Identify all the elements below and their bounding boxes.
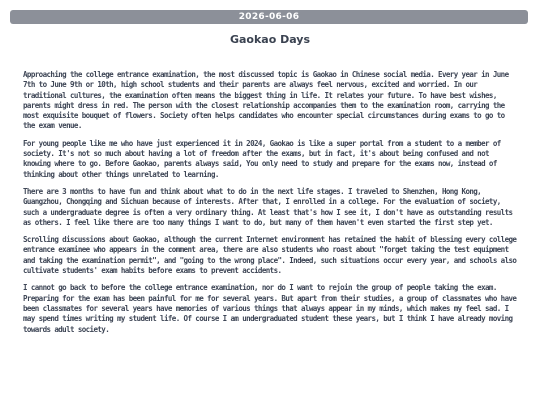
page-title: Gaokao Days	[229, 33, 311, 46]
paragraph-1: Approaching the college entrance examination, the most discussed topic is Gaokao in Chinese social media. Every year in June 7th to June 9th or 10th, high school students and their parents are always feel nervous, excited and worried. In our traditional cultures, the examination often means the biggest thing in life. It relates your future. To have best wishes, parents might dress in red. The person with the closest relationship accompanies them to the examination room, carrying the most exquisite bouquet of flowers. Society often helps candidates who encounter special circumstances during exams to go to the exam venue.	[23, 70, 509, 131]
article-body	[23, 70, 519, 342]
paragraph-5: I cannot go back to before the college entrance examination, nor do I want to rejoin the group of people taking the exam. Preparing for the exam has been painful for me for several years. But apart from their studies, a group of classmates who have been classmates for several years have memories of various things that always appear in my minds, which makes my feel sad. I may spend times writing my student life. Of course I am undergraduated student these years, but I think I have already moving towards adult society.	[23, 283, 517, 334]
paragraph-4: Scrolling discussions about Gaokao, although the current Internet environment has retained the habit of blessing every college entrance examinee who appears in the comment area, there are also students who roast about "forget taking the test equipment and taking the examination permit", and "going to the wrong place". Indeed, such situations occur every year, and schools also cultivate students' exam habits before exams to prevent accidents.	[23, 235, 517, 276]
paragraph-3: There are 3 months to have fun and think about what to do in the next life stages. I traveled to Shenzhen, Hong Kong, Guangzhou, Chongqing and Sichuan because of interests. After that, I enrolled in a college. For the evaluation of society, such a undergraduate degree is often a very ordinary thing. At least that's how I see it, I don't have as outstanding results as others. I feel like there are too many things I want to do, but many of them haven't even started the first step yet.	[23, 186, 513, 227]
date-banner: 2026-06-06	[10, 10, 528, 24]
paragraph-2: For young people like me who have just experienced it in 2024, Gaokao is like a super portal from a student to a member of society. It's not so much about having a lot of freedom after the exams, but in fact, it's about being confused and not knowing where to go. Before Gaokao, parents always said, You only need to study and prepare for the exams now, instead of thinking about other things unrelated to learning.	[23, 138, 501, 179]
